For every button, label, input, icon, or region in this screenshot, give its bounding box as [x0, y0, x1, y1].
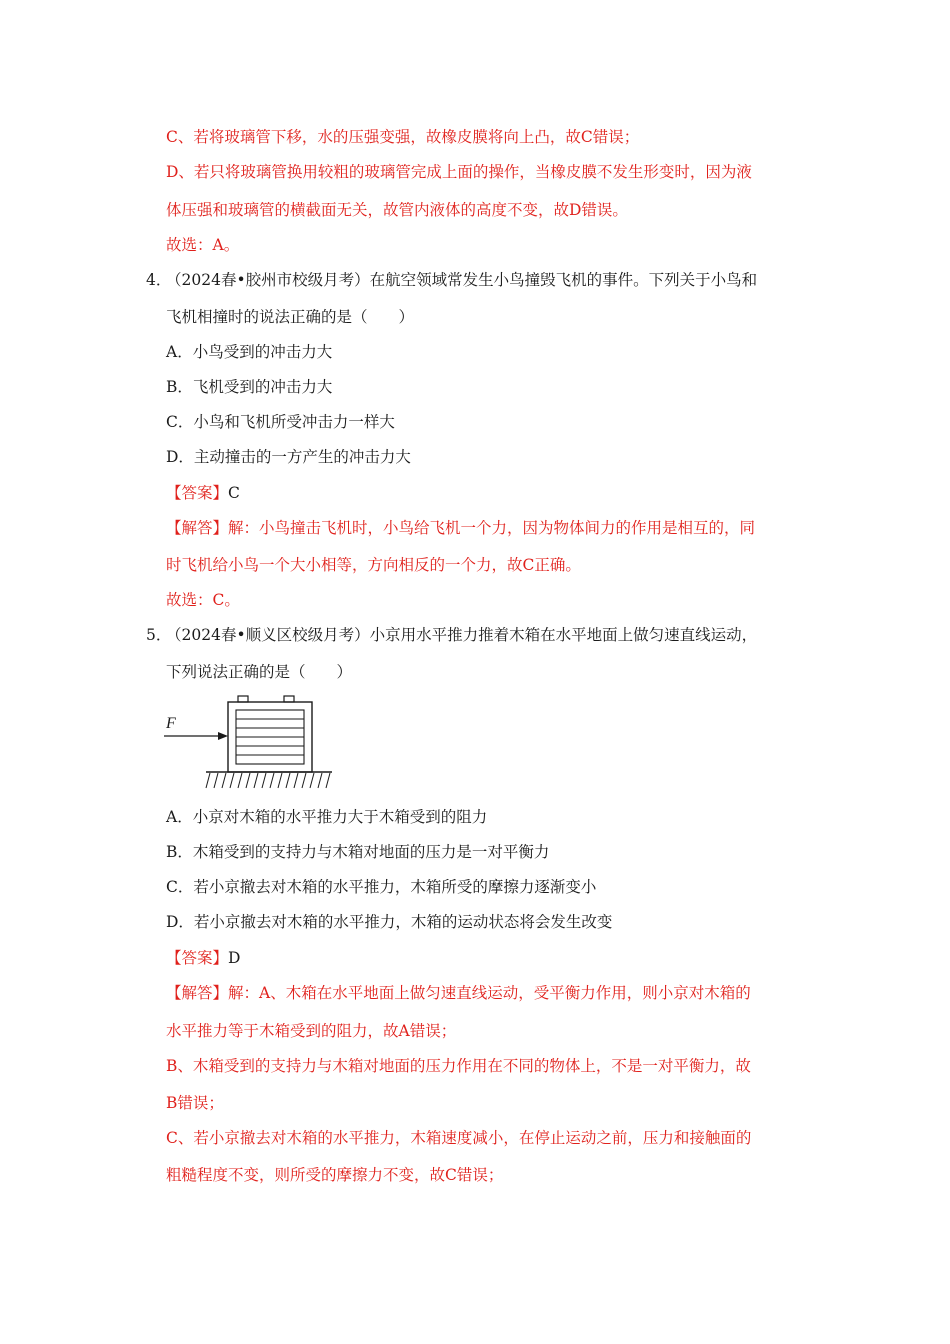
q4-choose: 故选：C。	[166, 591, 240, 609]
ground-hatch-mark	[230, 773, 234, 788]
q5-analysis-line2: 水平推力等于木箱受到的阻力，故A错误；	[166, 1022, 457, 1040]
q4-answer-value: C	[228, 484, 240, 502]
q5-option-b: B．木箱受到的支持力与木箱对地面的压力是一对平衡力	[166, 843, 550, 861]
q5-option-a: A．小京对木箱的水平推力大于木箱受到的阻力	[166, 808, 488, 826]
ground-hatch-mark	[294, 773, 298, 788]
q4-number: 4．	[146, 271, 172, 289]
box-handle-left	[238, 696, 248, 702]
q4-option-d: D．主动撞击的一方产生的冲击力大	[166, 448, 411, 466]
ground-hatch-mark	[310, 773, 314, 788]
q5-option-d: D．若小京撤去对木箱的水平推力，木箱的运动状态将会发生改变	[166, 913, 613, 931]
q4-option-a: A．小鸟受到的冲击力大	[166, 343, 333, 361]
q5-analysis-line6: 粗糙程度不变，则所受的摩擦力不变，故C错误；	[166, 1166, 504, 1184]
ground-hatch-mark	[302, 773, 306, 788]
q3-option-d-analysis-line1: D、若只将玻璃管换用较粗的玻璃管完成上面的操作，当橡皮膜不发生形变时，因为液	[166, 163, 752, 181]
q5-stem-line1: （2024春•顺义区校级月考）小京用水平推力推着木箱在水平地面上做匀速直线运动，	[166, 626, 758, 644]
ground-hatch-mark	[246, 773, 250, 788]
q3-option-c-analysis: C、若将玻璃管下移，水的压强变强，故橡皮膜将向上凸，故C错误；	[166, 128, 640, 146]
q5-answer-value: D	[228, 949, 241, 967]
ground-hatching	[206, 773, 330, 788]
q3-option-d-analysis-line2: 体压强和玻璃管的横截面无关，故管内液体的高度不变，故D错误。	[166, 201, 628, 219]
q4-stem-line1: （2024春•胶州市校级月考）在航空领域常发生小鸟撞毁飞机的事件。下列关于小鸟和	[166, 271, 758, 289]
ground-hatch-mark	[318, 773, 322, 788]
force-label-f: F	[166, 715, 176, 732]
q3-choose: 故选：A。	[166, 236, 240, 254]
q5-analysis-line3: B、木箱受到的支持力与木箱对地面的压力作用在不同的物体上，不是一对平衡力，故	[166, 1057, 751, 1075]
q5-analysis-line4: B错误；	[166, 1094, 224, 1112]
ground-hatch-mark	[206, 773, 210, 788]
q4-analysis-line2: 时飞机给小鸟一个大小相等，方向相反的一个力，故C正确。	[166, 556, 581, 574]
ground-hatch-mark	[270, 773, 274, 788]
q4-stem-line2: 飞机相撞时的说法正确的是（ ）	[166, 308, 415, 326]
ground-hatch-mark	[238, 773, 242, 788]
q4-option-c: C．小鸟和飞机所受冲击力一样大	[166, 413, 395, 431]
ground-hatch-mark	[214, 773, 218, 788]
force-arrow-head	[218, 732, 228, 740]
q5-answer-label: 【答案】	[166, 949, 229, 967]
ground-hatch-mark	[326, 773, 330, 788]
q5-analysis-line1: 【解答】解：A、木箱在水平地面上做匀速直线运动，受平衡力作用，则小京对木箱的	[166, 984, 751, 1002]
q5-analysis-line5: C、若小京撤去对木箱的水平推力，木箱速度减小，在停止运动之前，压力和接触面的	[166, 1129, 752, 1147]
q5-option-c: C．若小京撤去对木箱的水平推力，木箱所受的摩擦力逐渐变小	[166, 878, 597, 896]
ground-hatch-mark	[286, 773, 290, 788]
ground-hatch-mark	[222, 773, 226, 788]
q5-number: 5．	[146, 626, 172, 644]
q4-analysis-line1: 【解答】解：小鸟撞击飞机时，小鸟给飞机一个力，因为物体间力的作用是相互的，同	[166, 519, 756, 537]
q4-option-b: B．飞机受到的冲击力大	[166, 378, 333, 396]
q5-answer	[166, 948, 240, 968]
ground-hatch-mark	[278, 773, 282, 788]
q4-answer-label: 【答案】	[166, 484, 229, 502]
q4-answer	[166, 483, 240, 503]
q5-stem-line2: 下列说法正确的是（ ）	[166, 663, 353, 681]
ground-hatch-mark	[254, 773, 258, 788]
ground-hatch-mark	[262, 773, 266, 788]
box-on-ground-figure	[160, 690, 340, 794]
box-handle-right	[284, 696, 294, 702]
